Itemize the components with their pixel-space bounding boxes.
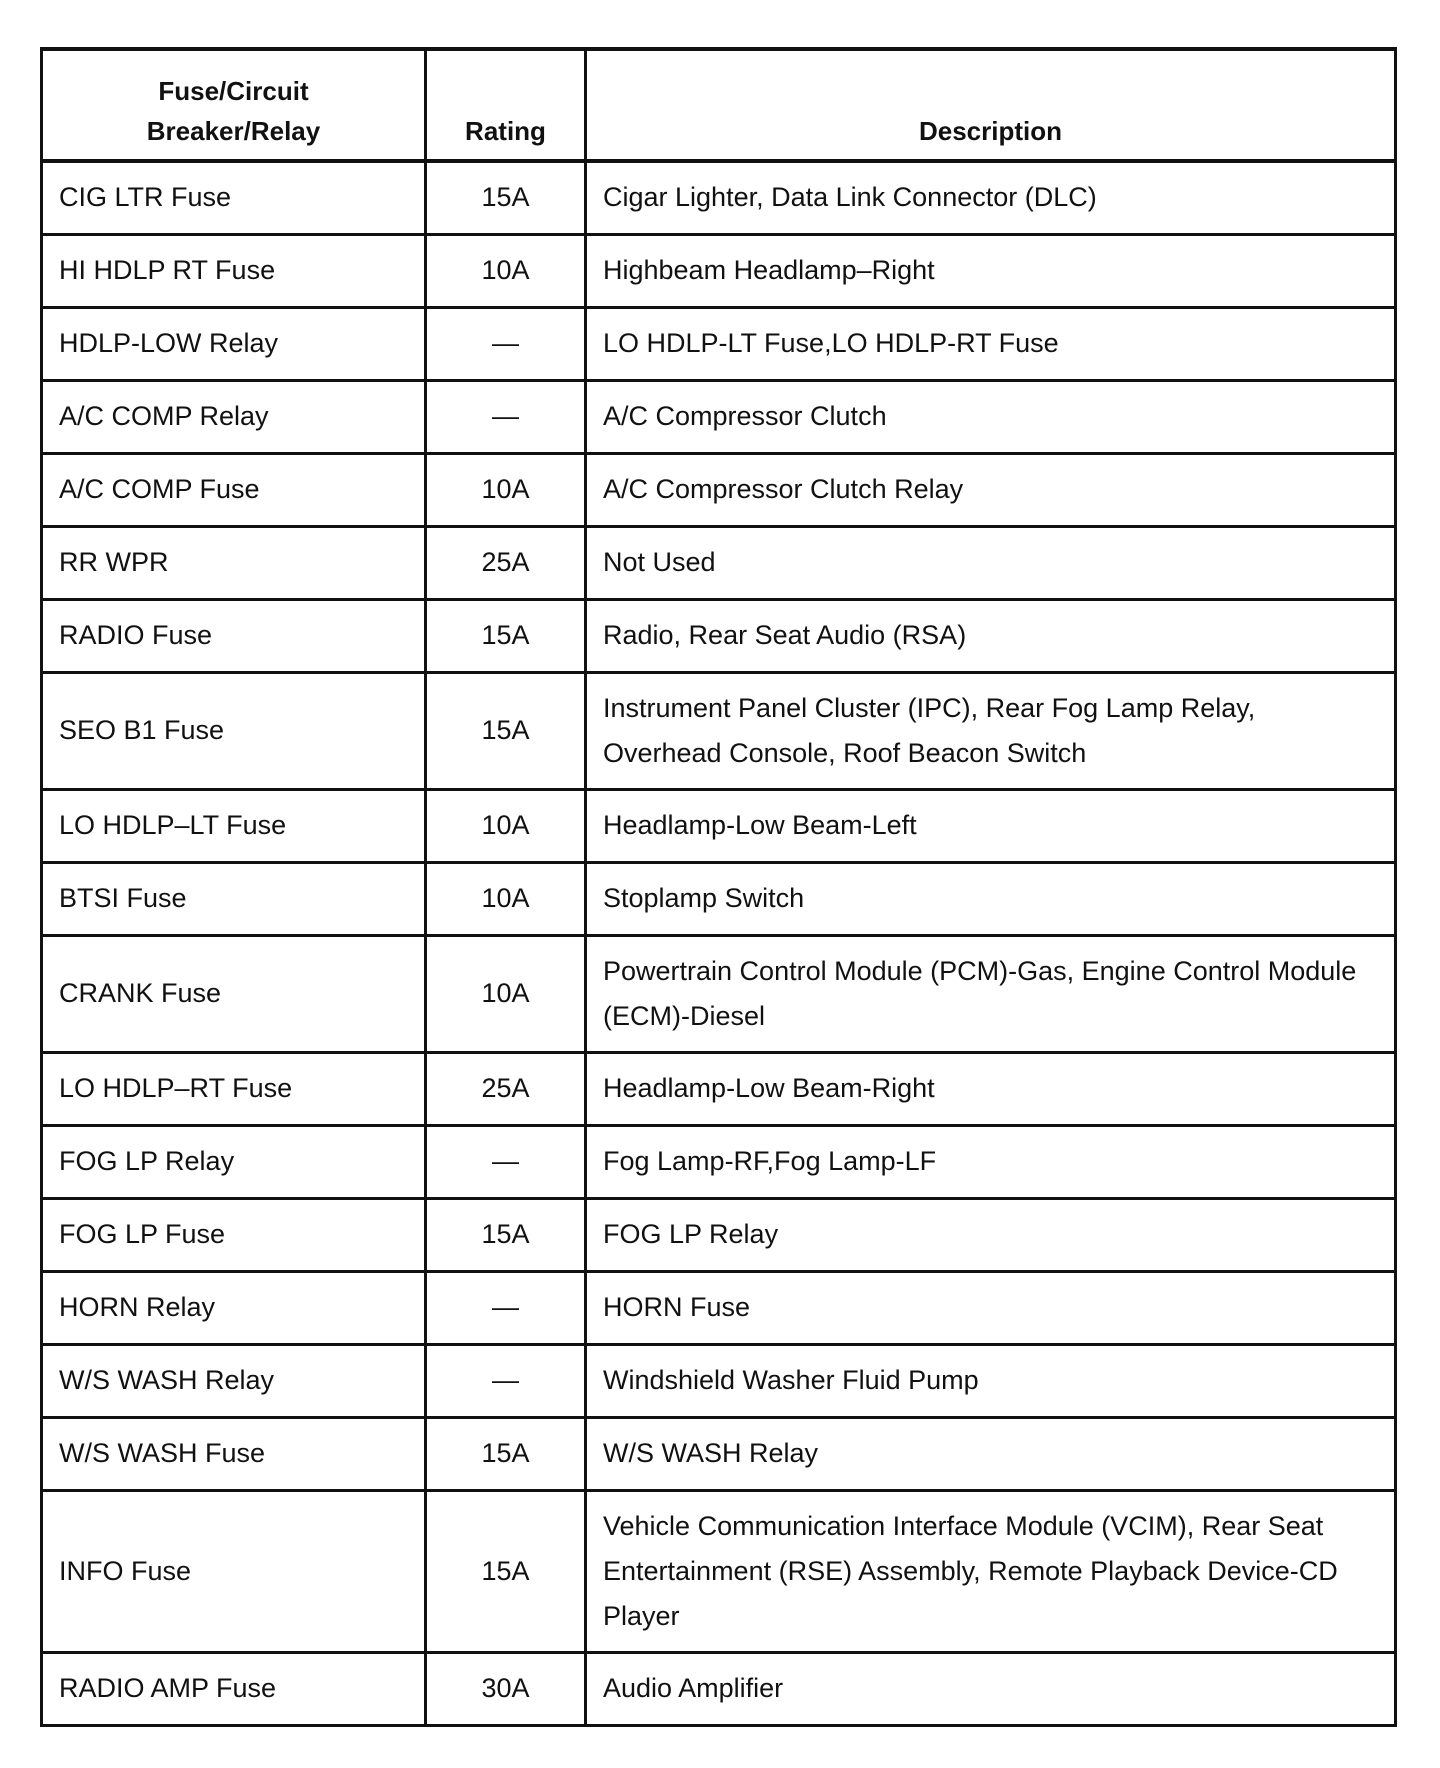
rating-cell: 10A <box>426 234 586 307</box>
table-row <box>42 672 1396 789</box>
table-row <box>42 1125 1396 1198</box>
description-cell: FOG LP Relay <box>586 1198 1396 1271</box>
fuse-name-cell: INFO Fuse <box>42 1490 426 1652</box>
fuse-name-cell: HI HDLP RT Fuse <box>42 234 426 307</box>
fuse-name-cell: LO HDLP–RT Fuse <box>42 1052 426 1125</box>
rating-cell: 25A <box>426 526 586 599</box>
header-fuse-line2: Breaker/Relay <box>146 116 321 146</box>
fuse-name-cell: RADIO Fuse <box>42 599 426 672</box>
table-row <box>42 789 1396 862</box>
description-cell: Fog Lamp-RF,Fog Lamp-LF <box>586 1125 1396 1198</box>
table-row <box>42 1052 1396 1125</box>
table-row <box>42 1198 1396 1271</box>
header-fuse-circuit-breaker-relay <box>42 49 426 161</box>
header-rating: Rating <box>426 49 586 161</box>
fuse-name-cell: A/C COMP Relay <box>42 380 426 453</box>
table-row <box>42 307 1396 380</box>
rating-cell: 10A <box>426 862 586 935</box>
fuse-name-cell: SEO B1 Fuse <box>42 672 426 789</box>
rating-cell: — <box>426 1125 586 1198</box>
description-cell: A/C Compressor Clutch <box>586 380 1396 453</box>
rating-cell: — <box>426 1344 586 1417</box>
description-cell: Windshield Washer Fluid Pump <box>586 1344 1396 1417</box>
rating-cell: 15A <box>426 672 586 789</box>
rating-cell: 30A <box>426 1652 586 1725</box>
table-row <box>42 453 1396 526</box>
description-cell: Stoplamp Switch <box>586 862 1396 935</box>
description-cell: Vehicle Communication Interface Module (VCIM), Rear Seat Entertainment (RSE) Assembly, Remote Playback Device-CD Player <box>586 1490 1396 1652</box>
description-cell: HORN Fuse <box>586 1271 1396 1344</box>
description-cell: Cigar Lighter, Data Link Connector (DLC) <box>586 161 1396 234</box>
description-cell: W/S WASH Relay <box>586 1417 1396 1490</box>
rating-cell: 10A <box>426 789 586 862</box>
fuse-table <box>40 47 1397 1727</box>
fuse-name-cell: FOG LP Fuse <box>42 1198 426 1271</box>
description-cell: Highbeam Headlamp–Right <box>586 234 1396 307</box>
fuse-name-cell: HDLP-LOW Relay <box>42 307 426 380</box>
table-body <box>42 161 1396 1725</box>
header-fuse-line1: Fuse/Circuit <box>158 76 309 106</box>
description-cell: Audio Amplifier <box>586 1652 1396 1725</box>
table-row <box>42 935 1396 1052</box>
rating-cell: 10A <box>426 453 586 526</box>
fuse-name-cell: BTSI Fuse <box>42 862 426 935</box>
table-row <box>42 526 1396 599</box>
header-row <box>42 49 1396 161</box>
fuse-name-cell: FOG LP Relay <box>42 1125 426 1198</box>
table-row <box>42 1344 1396 1417</box>
rating-cell: — <box>426 380 586 453</box>
table-row <box>42 862 1396 935</box>
fuse-name-cell: HORN Relay <box>42 1271 426 1344</box>
rating-cell: 10A <box>426 935 586 1052</box>
rating-cell: 15A <box>426 599 586 672</box>
description-cell: Radio, Rear Seat Audio (RSA) <box>586 599 1396 672</box>
fuse-name-cell: LO HDLP–LT Fuse <box>42 789 426 862</box>
fuse-name-cell: RR WPR <box>42 526 426 599</box>
rating-cell: — <box>426 307 586 380</box>
description-cell: A/C Compressor Clutch Relay <box>586 453 1396 526</box>
table-row <box>42 234 1396 307</box>
table-row <box>42 380 1396 453</box>
rating-cell: 15A <box>426 161 586 234</box>
fuse-name-cell: CRANK Fuse <box>42 935 426 1052</box>
table-row <box>42 599 1396 672</box>
description-cell: LO HDLP-LT Fuse,LO HDLP-RT Fuse <box>586 307 1396 380</box>
description-cell: Headlamp-Low Beam-Right <box>586 1052 1396 1125</box>
rating-cell: 15A <box>426 1490 586 1652</box>
table-row <box>42 161 1396 234</box>
table-row <box>42 1417 1396 1490</box>
table-row <box>42 1490 1396 1652</box>
description-cell: Not Used <box>586 526 1396 599</box>
fuse-name-cell: W/S WASH Fuse <box>42 1417 426 1490</box>
table-row <box>42 1652 1396 1725</box>
rating-cell: 15A <box>426 1198 586 1271</box>
fuse-name-cell: CIG LTR Fuse <box>42 161 426 234</box>
fuse-name-cell: A/C COMP Fuse <box>42 453 426 526</box>
rating-cell: 25A <box>426 1052 586 1125</box>
table-row <box>42 1271 1396 1344</box>
fuse-name-cell: RADIO AMP Fuse <box>42 1652 426 1725</box>
header-description: Description <box>586 49 1396 161</box>
table-header <box>42 49 1396 161</box>
rating-cell: — <box>426 1271 586 1344</box>
description-cell: Powertrain Control Module (PCM)-Gas, Engine Control Module (ECM)-Diesel <box>586 935 1396 1052</box>
description-cell: Headlamp-Low Beam-Left <box>586 789 1396 862</box>
fuse-name-cell: W/S WASH Relay <box>42 1344 426 1417</box>
rating-cell: 15A <box>426 1417 586 1490</box>
description-cell: Instrument Panel Cluster (IPC), Rear Fog Lamp Relay, Overhead Console, Roof Beacon Switch <box>586 672 1396 789</box>
